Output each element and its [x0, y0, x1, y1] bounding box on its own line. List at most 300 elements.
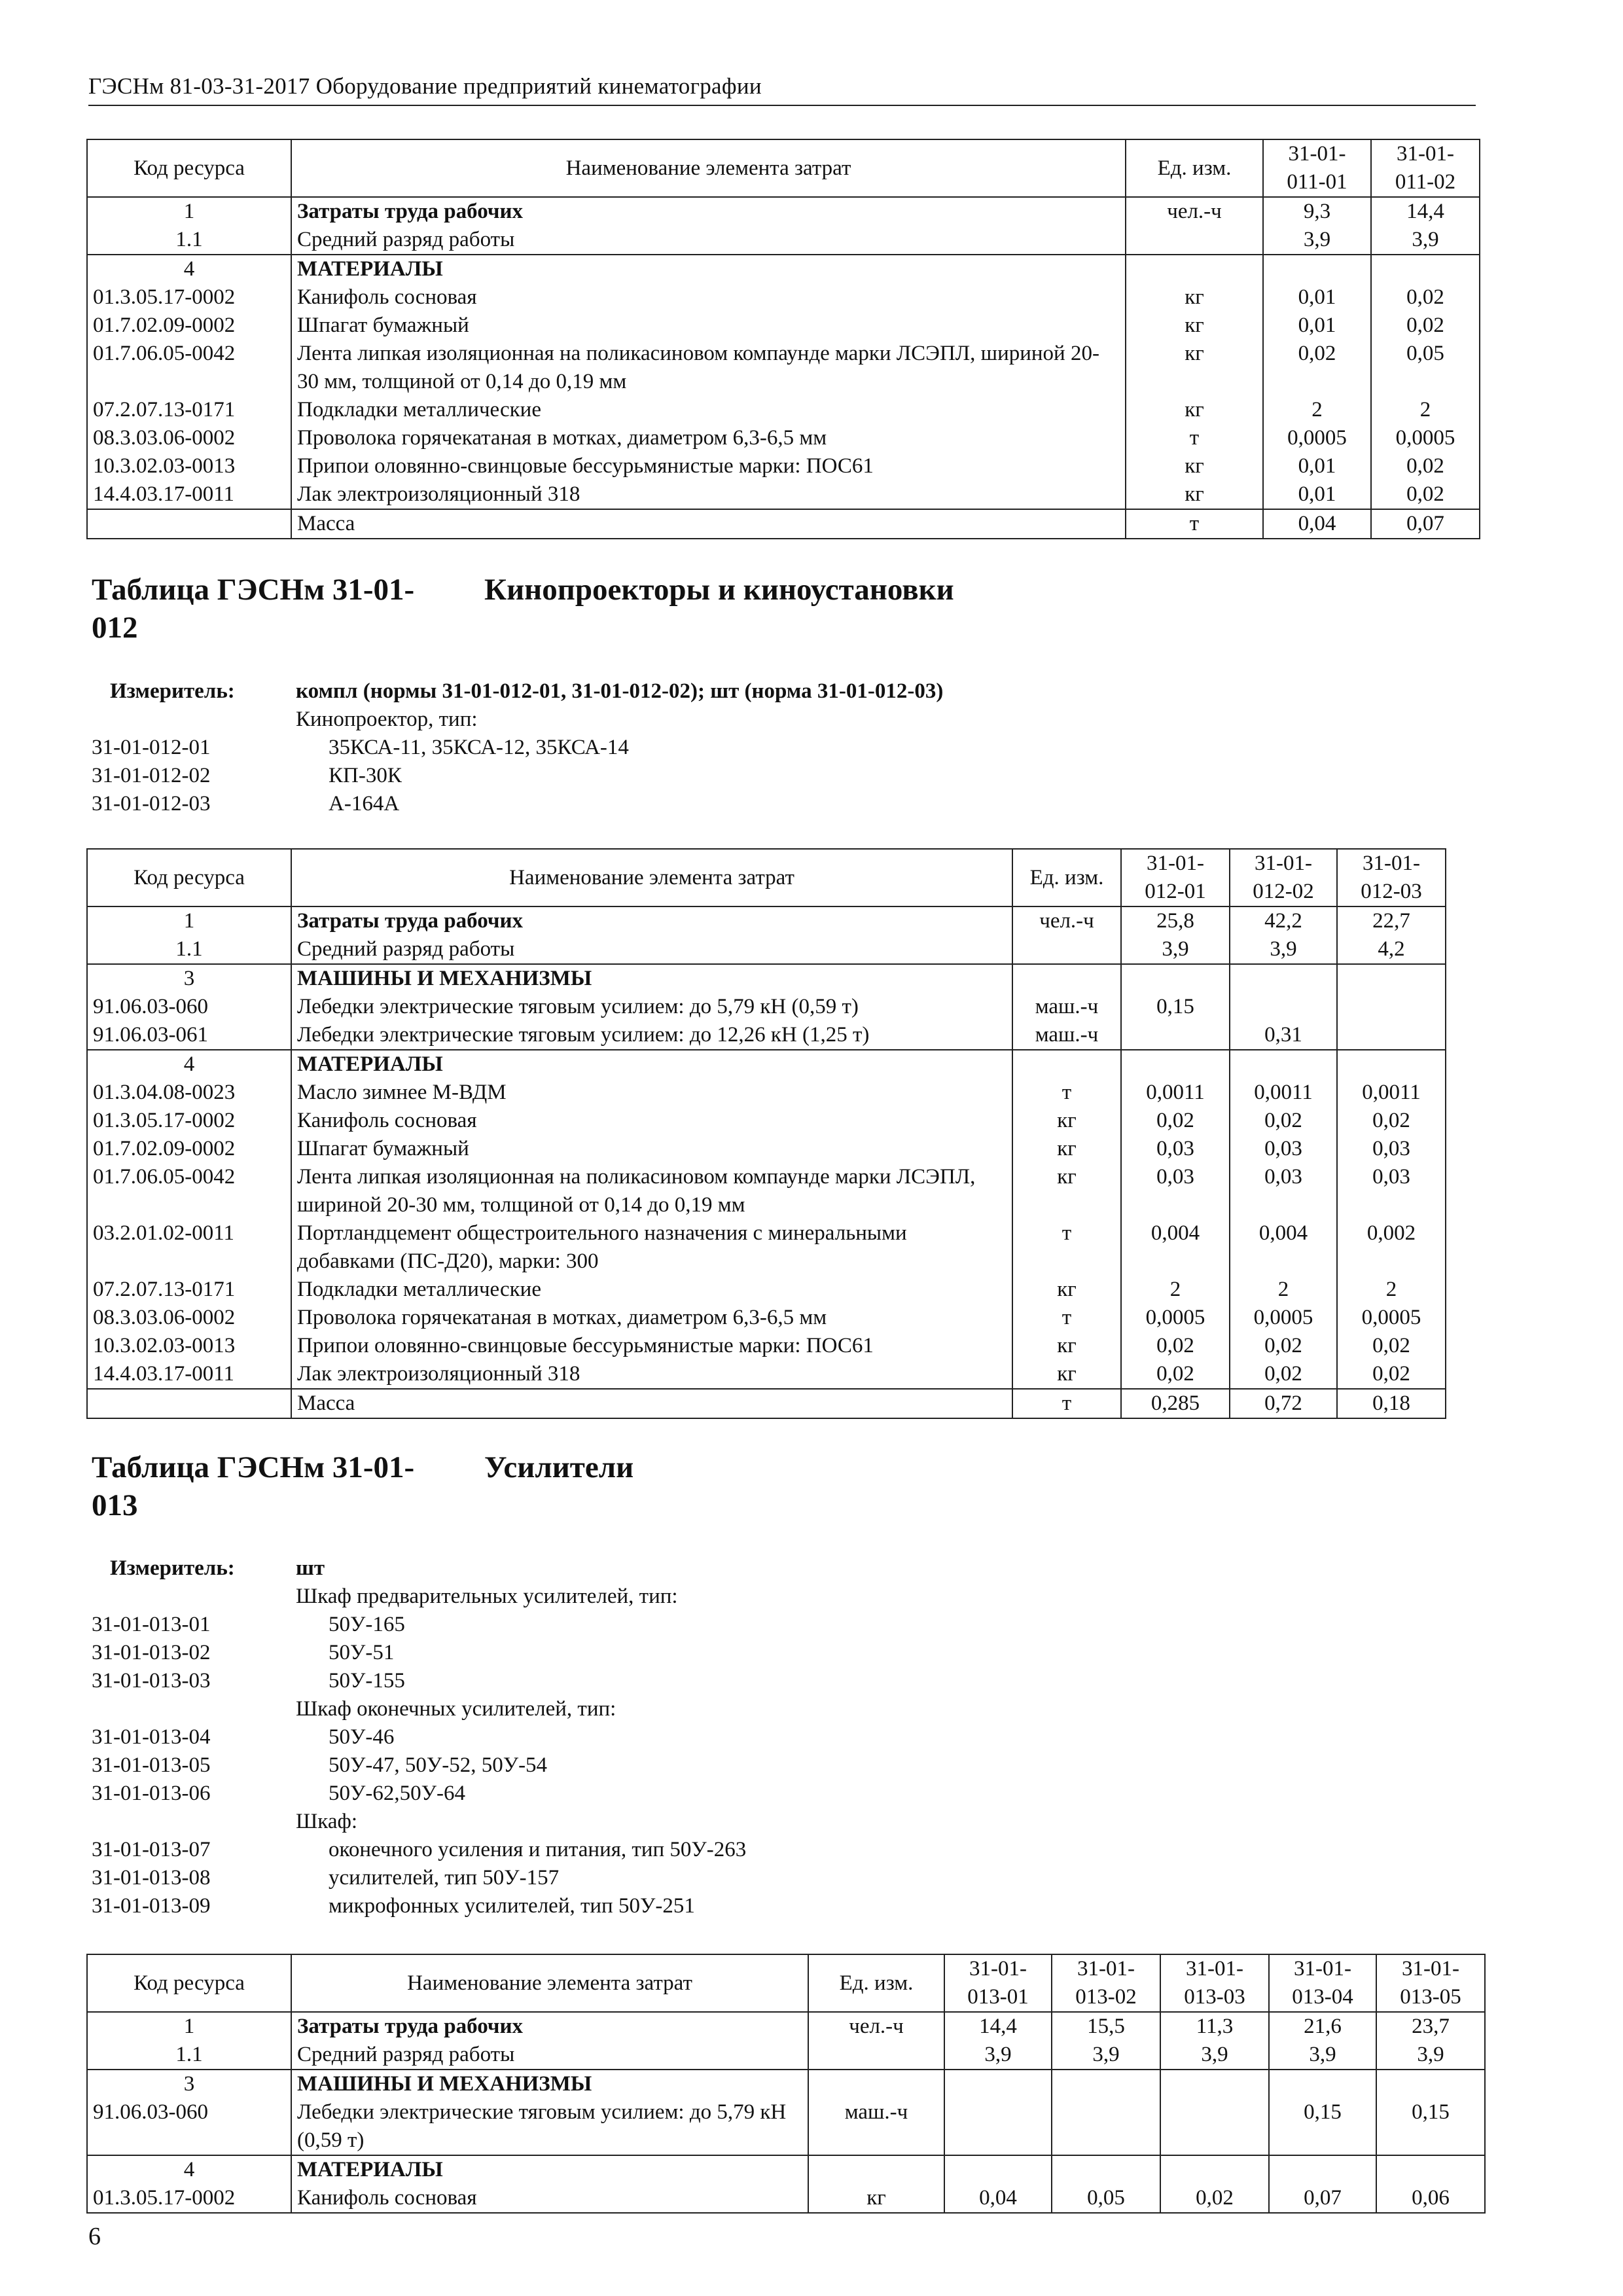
table-header-row	[87, 849, 1446, 906]
unit: кг	[1012, 1163, 1121, 1219]
table-row	[87, 1107, 1446, 1135]
resource-code: 4	[87, 255, 291, 283]
resource-code: 07.2.07.13-0171	[87, 396, 291, 424]
measure-subtitle: Шкаф:	[296, 1810, 358, 1833]
norm-type: 50У-51	[329, 1641, 395, 1664]
table-row	[87, 906, 1446, 935]
column-header: Код ресурса	[87, 139, 291, 197]
norm-type: усилителей, тип 50У-157	[329, 1866, 560, 1890]
cost-table-013	[86, 1954, 1486, 2214]
norm-value: 2	[1337, 1276, 1446, 1304]
resource-code: 91.06.03-060	[87, 2098, 291, 2155]
resource-code: 3	[87, 2070, 291, 2098]
norm-item	[92, 734, 1466, 762]
unit: т	[1126, 424, 1263, 452]
resource-code: 1.1	[87, 2041, 291, 2070]
norm-value: 0,004	[1230, 1219, 1337, 1276]
measure-subtitle: Шкаф предварительных усилителей, тип:	[296, 1585, 678, 1608]
measure-block-012	[92, 677, 1466, 818]
norm-value: 0,02	[1371, 283, 1480, 312]
unit: кг	[808, 2184, 944, 2213]
norm-code: 31-01-012-03	[92, 792, 211, 816]
unit: кг	[1126, 340, 1263, 396]
table-row	[87, 1219, 1446, 1276]
cost-element-name: Лак электроизоляционный 318	[291, 480, 1126, 509]
resource-code: 14.4.03.17-0011	[87, 1360, 291, 1389]
cost-element-name: Масло зимнее М-ВДМ	[291, 1079, 1012, 1107]
norm-value	[1121, 964, 1230, 993]
unit: кг	[1012, 1135, 1121, 1163]
measure-block-013	[92, 1554, 1466, 1920]
table-header-row	[87, 1954, 1485, 2012]
cost-element-name: Лебедки электрические тяговым усилием: до 12,26 кН (1,25 т)	[291, 1021, 1012, 1050]
cost-table-012	[86, 848, 1446, 1419]
column-header: Ед. изм.	[1126, 139, 1263, 197]
unit	[1012, 964, 1121, 993]
cost-element-name: Канифоль сосновая	[291, 283, 1126, 312]
norm-value	[1052, 2070, 1160, 2098]
resource-code: 01.7.02.09-0002	[87, 312, 291, 340]
norm-value: 0,0005	[1337, 1304, 1446, 1332]
unit	[1012, 1050, 1121, 1079]
cost-element-name: МАТЕРИАЛЫ	[291, 1050, 1012, 1079]
table-title-number: Таблица ГЭСНм 31-01- 013	[92, 1450, 415, 1522]
column-header: 31-01- 013-04	[1269, 1954, 1376, 2012]
norm-value: 0,03	[1230, 1163, 1337, 1219]
resource-code	[87, 1389, 291, 1418]
norm-type: А-164А	[329, 792, 400, 816]
table-body	[87, 2012, 1485, 2213]
table-title-013	[92, 1448, 633, 1524]
cost-element-name: Затраты труда рабочих	[291, 197, 1126, 226]
resource-code: 91.06.03-060	[87, 993, 291, 1021]
table-row	[87, 1360, 1446, 1389]
norm-value	[1337, 1021, 1446, 1050]
cost-element-name: Шпагат бумажный	[291, 312, 1126, 340]
table-row	[87, 1304, 1446, 1332]
unit: т	[1126, 509, 1263, 539]
resource-code: 01.7.02.09-0002	[87, 1135, 291, 1163]
resource-code: 01.3.05.17-0002	[87, 2184, 291, 2213]
norm-value: 3,9	[944, 2041, 1052, 2070]
cost-element-name: Припои оловянно-свинцовые бессурьмянистые марки: ПОС61	[291, 1332, 1012, 1360]
norm-code: 31-01-013-05	[92, 1753, 211, 1777]
unit: т	[1012, 1389, 1121, 1418]
norm-value: 0,03	[1337, 1163, 1446, 1219]
resource-code: 01.3.05.17-0002	[87, 1107, 291, 1135]
cost-element-name: Затраты труда рабочих	[291, 906, 1012, 935]
resource-code: 01.3.04.08-0023	[87, 1079, 291, 1107]
cost-element-name: Подкладки металлические	[291, 396, 1126, 424]
resource-code: 01.7.06.05-0042	[87, 340, 291, 396]
unit: чел.-ч	[1012, 906, 1121, 935]
norm-value: 0,0011	[1230, 1079, 1337, 1107]
unit	[1012, 935, 1121, 964]
norm-code: 31-01-013-02	[92, 1641, 211, 1664]
norm-value	[1052, 2098, 1160, 2155]
norm-item	[92, 1611, 1466, 1639]
cost-element-name: Средний разряд работы	[291, 2041, 808, 2070]
norm-value: 0,07	[1371, 509, 1480, 539]
table-row	[87, 452, 1480, 480]
norm-type: КП-30К	[329, 764, 402, 787]
norm-item	[92, 1667, 1466, 1695]
norm-value: 0,15	[1376, 2098, 1485, 2155]
unit: т	[1012, 1219, 1121, 1276]
cost-element-name: Средний разряд работы	[291, 226, 1126, 255]
norm-value	[1376, 2155, 1485, 2184]
norm-value: 22,7	[1337, 906, 1446, 935]
norm-value: 0,02	[1121, 1332, 1230, 1360]
norm-type: 50У-165	[329, 1613, 405, 1636]
norm-item	[92, 1639, 1466, 1667]
column-header: 31-01- 012-03	[1337, 849, 1446, 906]
table-row	[87, 1021, 1446, 1050]
resource-code: 10.3.02.03-0013	[87, 1332, 291, 1360]
norm-value: 0,01	[1263, 452, 1371, 480]
cost-element-name: Проволока горячекатаная в мотках, диаметром 6,3-6,5 мм	[291, 424, 1126, 452]
column-header: 31-01- 013-02	[1052, 1954, 1160, 2012]
norm-type: микрофонных усилителей, тип 50У-251	[329, 1894, 695, 1918]
norm-value	[1230, 964, 1337, 993]
norm-value	[1230, 993, 1337, 1021]
norm-code: 31-01-013-07	[92, 1838, 211, 1861]
column-header: 31-01- 013-05	[1376, 1954, 1485, 2012]
norm-type: оконечного усиления и питания, тип 50У-263	[329, 1838, 747, 1861]
unit	[808, 2155, 944, 2184]
norm-value	[1337, 993, 1446, 1021]
norm-value	[1160, 2155, 1269, 2184]
unit: кг	[1012, 1332, 1121, 1360]
norm-value: 0,0005	[1121, 1304, 1230, 1332]
resource-code: 14.4.03.17-0011	[87, 480, 291, 509]
cost-element-name: Подкладки металлические	[291, 1276, 1012, 1304]
unit: чел.-ч	[1126, 197, 1263, 226]
norm-value: 0,0011	[1121, 1079, 1230, 1107]
unit: кг	[1126, 312, 1263, 340]
table-row	[87, 1050, 1446, 1079]
column-header: Наименование элемента затрат	[291, 139, 1126, 197]
cost-element-name: МАШИНЫ И МЕХАНИЗМЫ	[291, 964, 1012, 993]
norm-value: 0,02	[1121, 1107, 1230, 1135]
measure-label: Измеритель:	[110, 679, 235, 703]
norm-value: 3,9	[1052, 2041, 1160, 2070]
norm-value: 0,0011	[1337, 1079, 1446, 1107]
table-row	[87, 2098, 1485, 2155]
norm-code: 31-01-013-01	[92, 1613, 211, 1636]
cost-element-name: МАТЕРИАЛЫ	[291, 2155, 808, 2184]
norm-value: 14,4	[1371, 197, 1480, 226]
cost-table-011	[86, 139, 1480, 539]
norm-value	[1160, 2070, 1269, 2098]
table-row	[87, 396, 1480, 424]
norm-value: 3,9	[1376, 2041, 1485, 2070]
resource-code: 91.06.03-061	[87, 1021, 291, 1050]
norm-value: 2	[1263, 396, 1371, 424]
resource-code: 10.3.02.03-0013	[87, 452, 291, 480]
table-row	[87, 964, 1446, 993]
norm-value: 3,9	[1263, 226, 1371, 255]
norm-value: 3,9	[1371, 226, 1480, 255]
norm-value: 0,02	[1230, 1360, 1337, 1389]
norm-code: 31-01-013-04	[92, 1725, 211, 1749]
norm-code: 31-01-013-06	[92, 1782, 211, 1805]
norm-value	[1160, 2098, 1269, 2155]
norm-type: 50У-47, 50У-52, 50У-54	[329, 1753, 548, 1777]
norm-value	[1269, 2070, 1376, 2098]
table-row	[87, 340, 1480, 396]
norm-value: 0,02	[1371, 312, 1480, 340]
column-header: 31-01- 011-02	[1371, 139, 1480, 197]
unit	[808, 2070, 944, 2098]
norm-value: 0,07	[1269, 2184, 1376, 2213]
norm-value: 9,3	[1263, 197, 1371, 226]
norm-value: 15,5	[1052, 2012, 1160, 2041]
cost-element-name: Проволока горячекатаная в мотках, диаметром 6,3-6,5 мм	[291, 1304, 1012, 1332]
norm-value: 0,31	[1230, 1021, 1337, 1050]
table-row	[87, 1079, 1446, 1107]
table-title-name: Кинопроекторы и киноустановки	[484, 573, 954, 607]
norm-type: 50У-62,50У-64	[329, 1782, 465, 1805]
column-header: 31-01- 013-01	[944, 1954, 1052, 2012]
cost-element-name: Лента липкая изоляционная на поликасиновом компаунде марки ЛСЭПЛ, шириной 20-30 мм, толщиной от 0,14 до 0,19 мм	[291, 1163, 1012, 1219]
resource-code: 08.3.03.06-0002	[87, 424, 291, 452]
table-title-012	[92, 571, 954, 647]
unit: кг	[1126, 396, 1263, 424]
table-row	[87, 480, 1480, 509]
column-header: Ед. изм.	[1012, 849, 1121, 906]
norm-item	[92, 1723, 1466, 1751]
unit: т	[1012, 1079, 1121, 1107]
cost-element-name: Припои оловянно-свинцовые бессурьмянистые марки: ПОС61	[291, 452, 1126, 480]
unit: чел.-ч	[808, 2012, 944, 2041]
cost-element-name: Лак электроизоляционный 318	[291, 1360, 1012, 1389]
norm-value	[944, 2098, 1052, 2155]
table-row	[87, 509, 1480, 539]
norm-value: 0,02	[1121, 1360, 1230, 1389]
resource-code: 01.3.05.17-0002	[87, 283, 291, 312]
unit: кг	[1012, 1360, 1121, 1389]
norm-value: 0,01	[1263, 283, 1371, 312]
norm-value: 0,004	[1121, 1219, 1230, 1276]
norm-item	[92, 790, 1466, 818]
norm-item	[92, 1892, 1466, 1920]
column-header: 31-01- 012-01	[1121, 849, 1230, 906]
norm-value: 0,02	[1337, 1332, 1446, 1360]
norm-value: 0,02	[1337, 1107, 1446, 1135]
norm-value: 0,02	[1230, 1107, 1337, 1135]
table-title-name: Усилители	[484, 1450, 634, 1484]
cost-element-name: Средний разряд работы	[291, 935, 1012, 964]
column-header: Наименование элемента затрат	[291, 849, 1012, 906]
norm-value: 0,02	[1371, 480, 1480, 509]
table-row	[87, 197, 1480, 226]
measure-value: шт	[296, 1556, 325, 1580]
norm-value	[1121, 1050, 1230, 1079]
unit: маш.-ч	[1012, 993, 1121, 1021]
table-header-row	[87, 139, 1480, 197]
cost-element-name: Лента липкая изоляционная на поликасиновом компаунде марки ЛСЭПЛ, шириной 20-30 мм, толщиной от 0,14 до 0,19 мм	[291, 340, 1126, 396]
cost-element-name: Лебедки электрические тяговым усилием: до 5,79 кН (0,59 т)	[291, 993, 1012, 1021]
table-row	[87, 2184, 1485, 2213]
unit	[1126, 226, 1263, 255]
resource-code: 1.1	[87, 935, 291, 964]
norm-value	[944, 2070, 1052, 2098]
norm-value	[1230, 1050, 1337, 1079]
norm-value	[1337, 964, 1446, 993]
norm-value	[1263, 255, 1371, 283]
norm-value: 42,2	[1230, 906, 1337, 935]
norm-value: 3,9	[1160, 2041, 1269, 2070]
norm-value: 0,0005	[1371, 424, 1480, 452]
norm-value: 0,06	[1376, 2184, 1485, 2213]
running-header: ГЭСНм 81-03-31-2017 Оборудование предприятий кинематографии	[88, 73, 1476, 106]
cost-element-name: Канифоль сосновая	[291, 1107, 1012, 1135]
table-title-number: Таблица ГЭСНм 31-01- 012	[92, 573, 415, 645]
measure-subtitle: Шкаф оконечных усилителей, тип:	[296, 1697, 616, 1721]
norm-value: 2	[1230, 1276, 1337, 1304]
norm-item	[92, 762, 1466, 790]
table-row	[87, 993, 1446, 1021]
cost-element-name: Масса	[291, 1389, 1012, 1418]
table-body	[87, 197, 1480, 539]
norm-value: 0,04	[944, 2184, 1052, 2213]
unit: т	[1012, 1304, 1121, 1332]
cost-element-name: Портландцемент общестроительного назначения с минеральными добавками (ПС-Д20), марки: 300	[291, 1219, 1012, 1276]
norm-value	[1371, 255, 1480, 283]
table-row	[87, 2070, 1485, 2098]
measure-subtitle: Кинопроектор, тип:	[296, 708, 478, 731]
table-row	[87, 424, 1480, 452]
norm-value: 21,6	[1269, 2012, 1376, 2041]
norm-value	[944, 2155, 1052, 2184]
unit	[1126, 255, 1263, 283]
table-row	[87, 1332, 1446, 1360]
norm-value: 4,2	[1337, 935, 1446, 964]
norm-value: 3,9	[1121, 935, 1230, 964]
column-header: Ед. изм.	[808, 1954, 944, 2012]
norm-value: 0,002	[1337, 1219, 1446, 1276]
measure-value: компл (нормы 31-01-012-01, 31-01-012-02); шт (норма 31-01-012-03)	[296, 679, 944, 703]
measure-label: Измеритель:	[110, 1556, 235, 1580]
cost-element-name: Затраты труда рабочих	[291, 2012, 808, 2041]
norm-value: 23,7	[1376, 2012, 1485, 2041]
table-row	[87, 2012, 1485, 2041]
norm-code: 31-01-012-02	[92, 764, 211, 787]
norm-type: 50У-46	[329, 1725, 395, 1749]
table-row	[87, 2155, 1485, 2184]
norm-value	[1337, 1050, 1446, 1079]
norm-value: 0,02	[1337, 1360, 1446, 1389]
norm-value	[1052, 2155, 1160, 2184]
norm-type: 35КСА-11, 35КСА-12, 35КСА-14	[329, 736, 629, 759]
norm-value: 0,15	[1269, 2098, 1376, 2155]
norm-value: 0,01	[1263, 312, 1371, 340]
cost-element-name: Лебедки электрические тяговым усилием: до 5,79 кН (0,59 т)	[291, 2098, 808, 2155]
column-header: 31-01- 011-01	[1263, 139, 1371, 197]
norm-value: 25,8	[1121, 906, 1230, 935]
resource-code: 01.7.06.05-0042	[87, 1163, 291, 1219]
column-header: 31-01- 013-03	[1160, 1954, 1269, 2012]
resource-code: 1.1	[87, 226, 291, 255]
resource-code: 4	[87, 1050, 291, 1079]
norm-value: 0,03	[1230, 1135, 1337, 1163]
unit	[808, 2041, 944, 2070]
norm-value: 11,3	[1160, 2012, 1269, 2041]
page-number: 6	[88, 2223, 101, 2250]
unit: кг	[1126, 480, 1263, 509]
norm-item	[92, 1836, 1466, 1864]
table-row	[87, 1163, 1446, 1219]
norm-value: 0,02	[1263, 340, 1371, 396]
norm-code: 31-01-013-09	[92, 1894, 211, 1918]
table-row	[87, 1135, 1446, 1163]
table-row	[87, 1389, 1446, 1418]
norm-value: 0,05	[1052, 2184, 1160, 2213]
column-header: Наименование элемента затрат	[291, 1954, 808, 2012]
resource-code	[87, 509, 291, 539]
norm-value: 0,04	[1263, 509, 1371, 539]
cost-element-name: МАТЕРИАЛЫ	[291, 255, 1126, 283]
column-header: Код ресурса	[87, 849, 291, 906]
norm-value: 3,9	[1230, 935, 1337, 964]
cost-element-name: Канифоль сосновая	[291, 2184, 808, 2213]
norm-value: 0,01	[1263, 480, 1371, 509]
norm-value: 0,18	[1337, 1389, 1446, 1418]
norm-value: 0,02	[1371, 452, 1480, 480]
norm-value: 0,03	[1337, 1135, 1446, 1163]
table-row	[87, 935, 1446, 964]
table-row	[87, 226, 1480, 255]
resource-code: 1	[87, 197, 291, 226]
table-row	[87, 2041, 1485, 2070]
norm-value: 0,02	[1230, 1332, 1337, 1360]
norm-value: 0,285	[1121, 1389, 1230, 1418]
norm-type: 50У-155	[329, 1669, 405, 1693]
norm-value: 0,03	[1121, 1163, 1230, 1219]
norm-value: 0,0005	[1263, 424, 1371, 452]
norm-value	[1376, 2070, 1485, 2098]
table-row	[87, 312, 1480, 340]
norm-value: 0,02	[1160, 2184, 1269, 2213]
resource-code: 07.2.07.13-0171	[87, 1276, 291, 1304]
unit: маш.-ч	[808, 2098, 944, 2155]
norm-value	[1121, 1021, 1230, 1050]
norm-value: 3,9	[1269, 2041, 1376, 2070]
resource-code: 08.3.03.06-0002	[87, 1304, 291, 1332]
norm-value: 2	[1121, 1276, 1230, 1304]
norm-code: 31-01-013-03	[92, 1669, 211, 1693]
resource-code: 4	[87, 2155, 291, 2184]
column-header: Код ресурса	[87, 1954, 291, 2012]
resource-code: 1	[87, 2012, 291, 2041]
table-row	[87, 283, 1480, 312]
table-body	[87, 906, 1446, 1418]
cost-element-name: Масса	[291, 509, 1126, 539]
table-row	[87, 255, 1480, 283]
unit: кг	[1012, 1107, 1121, 1135]
resource-code: 03.2.01.02-0011	[87, 1219, 291, 1276]
norm-value: 0,15	[1121, 993, 1230, 1021]
norm-value: 2	[1371, 396, 1480, 424]
column-header: 31-01- 012-02	[1230, 849, 1337, 906]
norm-value: 0,03	[1121, 1135, 1230, 1163]
norm-value: 0,05	[1371, 340, 1480, 396]
resource-code: 1	[87, 906, 291, 935]
table-row	[87, 1276, 1446, 1304]
norm-value: 0,72	[1230, 1389, 1337, 1418]
norm-item	[92, 1780, 1466, 1808]
